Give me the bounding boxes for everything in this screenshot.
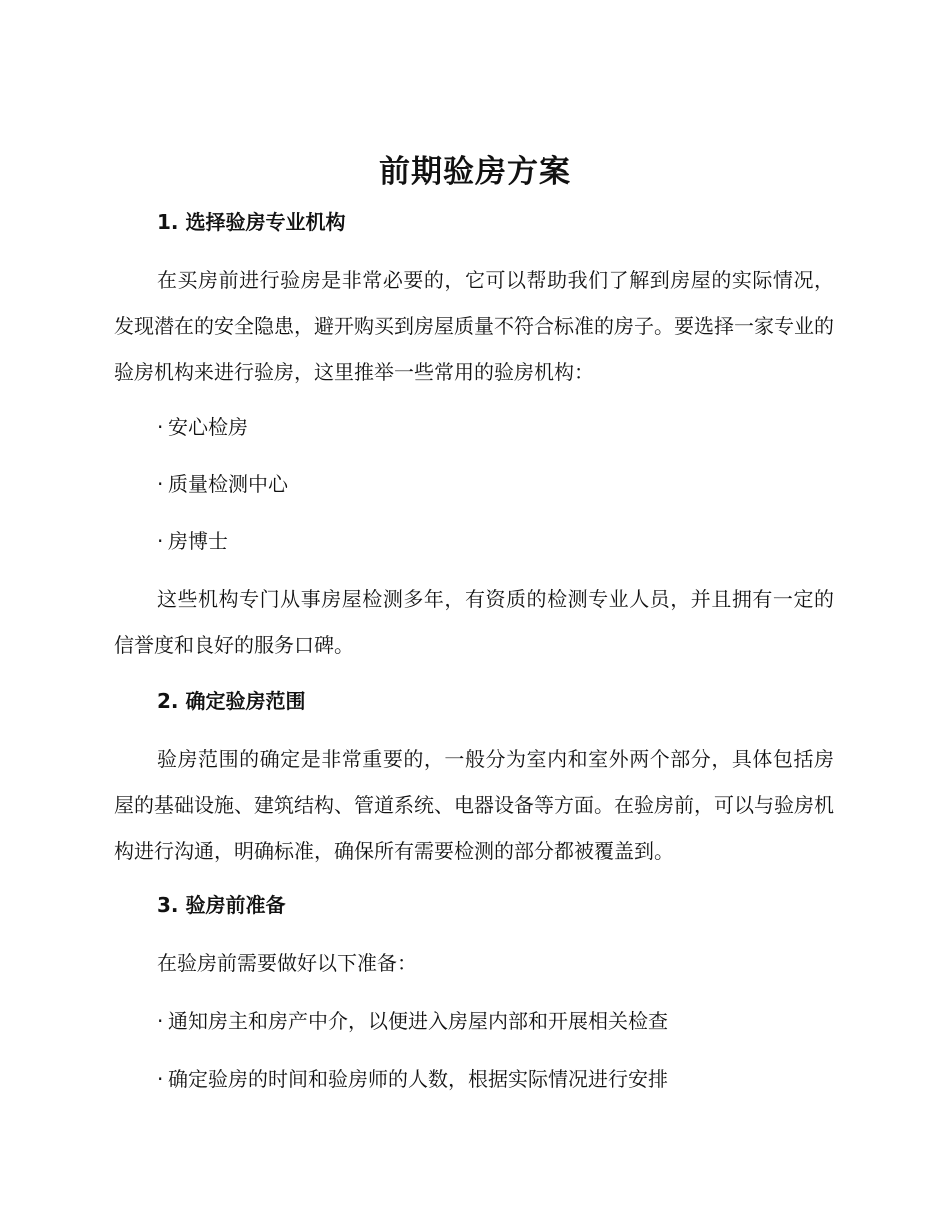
section-heading-3: 3. 验房前准备 <box>157 893 286 917</box>
bullet-dot: · <box>157 1067 164 1091</box>
section-1-intro-paragraph: 在买房前进行验房是非常必要的，它可以帮助我们了解到房屋的实际情况，发现潜在的安全隐患，避开购买到房屋质量不符合标准的房子。要选择一家专业的验房机构来进行验房，这里推举一些常用的验房机构： <box>114 268 834 384</box>
page-title: 前期验房方案 <box>379 154 571 190</box>
bullet-item <box>157 412 248 442</box>
section-heading-2: 2. 确定验房范围 <box>157 689 306 713</box>
bullet-item <box>157 1064 668 1094</box>
bullet-dot: · <box>157 1009 164 1033</box>
bullet-text: 质量检测中心 <box>168 472 288 496</box>
bullet-text: 确定验房的时间和验房师的人数，根据实际情况进行安排 <box>168 1067 668 1091</box>
bullet-item <box>157 526 228 556</box>
bullet-text: 房博士 <box>168 529 228 553</box>
section-3-intro-paragraph: 在验房前需要做好以下准备： <box>157 951 417 975</box>
section-2-body-paragraph: 验房范围的确定是非常重要的，一般分为室内和室外两个部分，具体包括房屋的基础设施、建筑结构、管道系统、电器设备等方面。在验房前，可以与验房机构进行沟通，明确标准，确保所有需要检测的部分都被覆盖到。 <box>114 747 834 863</box>
bullet-dot: · <box>157 529 164 553</box>
bullet-item <box>157 1006 668 1036</box>
bullet-text: 通知房主和房产中介，以便进入房屋内部和开展相关检查 <box>168 1009 668 1033</box>
section-1-outro-paragraph: 这些机构专门从事房屋检测多年，有资质的检测专业人员，并且拥有一定的信誉度和良好的服务口碑。 <box>114 587 834 657</box>
bullet-dot: · <box>157 472 164 496</box>
bullet-text: 安心检房 <box>168 415 248 439</box>
bullet-item <box>157 469 288 499</box>
bullet-dot: · <box>157 415 164 439</box>
section-heading-1: 1. 选择验房专业机构 <box>157 210 346 234</box>
